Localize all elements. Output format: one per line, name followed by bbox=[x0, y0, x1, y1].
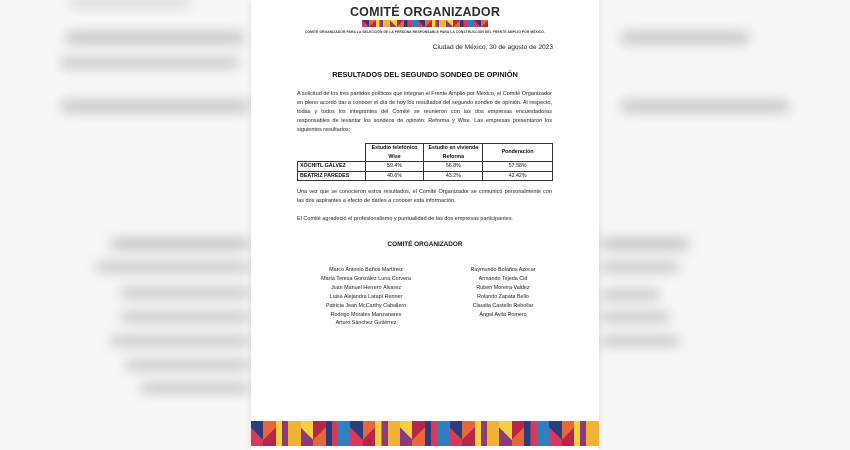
blur-line bbox=[600, 290, 660, 300]
pattern-tile bbox=[425, 421, 437, 446]
pattern-tile bbox=[397, 20, 404, 27]
pattern-tile bbox=[474, 20, 481, 27]
pattern-tile bbox=[313, 421, 325, 446]
candidate-name: XÓCHITL GÁLVEZ bbox=[298, 162, 366, 172]
pattern-tile bbox=[450, 421, 462, 446]
member-name: Luisa Alejandra Latapí Renner bbox=[329, 293, 403, 300]
pattern-tile bbox=[446, 20, 453, 27]
pattern-tile bbox=[412, 421, 424, 446]
pattern-tile bbox=[453, 20, 460, 27]
blur-line bbox=[110, 336, 250, 346]
table-header-ponderacion: Ponderación bbox=[483, 144, 553, 162]
member-name: Claudia Castello Rebollar bbox=[472, 302, 534, 309]
pattern-tile bbox=[362, 20, 369, 27]
pattern-tile bbox=[418, 20, 425, 27]
pattern-tile bbox=[487, 421, 499, 446]
pattern-tile bbox=[562, 421, 574, 446]
table-header-reforma: Estudio en vivienda Reforma bbox=[424, 144, 483, 162]
blur-line bbox=[120, 288, 250, 298]
table-header-row bbox=[298, 144, 553, 162]
blur-line bbox=[60, 58, 240, 68]
blur-line bbox=[600, 262, 680, 272]
pattern-tile bbox=[524, 421, 536, 446]
pattern-tile bbox=[404, 20, 411, 27]
header-title: COMITÉ ORGANIZADOR bbox=[349, 5, 501, 19]
pattern-tile bbox=[437, 421, 449, 446]
document-page bbox=[251, 0, 599, 450]
member-name: Marco Antonio Baños Martínez bbox=[329, 267, 403, 273]
ponderacion-value: 42.42% bbox=[483, 171, 553, 181]
member-name: Rodrigo Morales Manzanares bbox=[330, 311, 402, 318]
blur-line bbox=[70, 0, 190, 6]
pattern-tile bbox=[411, 20, 418, 27]
pattern-tile bbox=[549, 421, 561, 446]
wise-value: 59.4% bbox=[365, 162, 424, 172]
pattern-tile bbox=[512, 421, 524, 446]
table-row bbox=[298, 162, 553, 172]
pattern-tile bbox=[369, 20, 376, 27]
member-name: Patricia Jean McCarthy Caballero bbox=[325, 302, 407, 309]
reforma-value: 43.2% bbox=[424, 171, 483, 181]
blur-line bbox=[110, 238, 250, 250]
pattern-tile bbox=[376, 20, 383, 27]
pattern-tile bbox=[276, 421, 288, 446]
pattern-tile bbox=[375, 421, 387, 446]
blur-line bbox=[120, 312, 250, 322]
pattern-tile bbox=[388, 421, 400, 446]
member-name: Rolando Zapata Bello bbox=[477, 293, 529, 300]
member-name: Raymundo Bolaños Azocar bbox=[470, 267, 536, 273]
pattern-tile bbox=[338, 421, 350, 446]
pattern-tile bbox=[499, 421, 511, 446]
pattern-tile bbox=[432, 20, 439, 27]
followup-paragraph: Una vez que se conocieron estos resultados, el Comité Organizador se comunicó personalmente con las dos aspirantes a efecto de darles a conocer esta información. bbox=[297, 189, 552, 204]
blur-line bbox=[65, 32, 245, 44]
pattern-tile bbox=[363, 421, 375, 446]
table-header-wise: Estudio telefónico Wise bbox=[365, 144, 424, 162]
blur-line bbox=[125, 360, 250, 370]
intro-paragraph: A solicitud de los tres partidos políticos que integran el Frente Amplio por México, el Comité Organizador en pleno acordó dar a conocer el día de hoy los resultados del segundo sondeo de opinión. Al respecto, todas y todos los integrantes del Comité se reunieron con las dos empresas encuestadoras responsables de levantar los sondeos de opinión: Reforma y Wise. Las empresas presentaron los siguientes resultados: bbox=[297, 91, 552, 133]
pattern-tile bbox=[301, 421, 313, 446]
pattern-tile bbox=[390, 20, 397, 27]
header-color-strip bbox=[362, 20, 488, 27]
member-name: Arturo Sánchez Gutiérrez bbox=[335, 320, 397, 327]
pattern-tile bbox=[350, 421, 362, 446]
pattern-tile bbox=[288, 421, 300, 446]
member-name: Armando Tejeda Cid bbox=[478, 275, 528, 282]
pattern-tile bbox=[263, 421, 275, 446]
thanks-paragraph: El Comité agradeció el profesionalismo y puntualidad de las dos empresas participantes. bbox=[297, 216, 514, 222]
footer-color-strip bbox=[251, 421, 599, 446]
header-subtitle: COMITÉ ORGANIZADOR PARA LA SELECCIÓN DE LA PERSONA RESPONSABLE PARA LA CONSTRUCCIÓN DEL FRENTE AMPLIO POR MÉXICO. bbox=[305, 30, 545, 34]
pattern-tile bbox=[537, 421, 549, 446]
pattern-tile bbox=[475, 421, 487, 446]
pattern-tile bbox=[467, 20, 474, 27]
wise-value: 40.6% bbox=[365, 171, 424, 181]
pattern-tile bbox=[574, 421, 586, 446]
blur-line bbox=[620, 100, 790, 112]
table-row bbox=[298, 171, 553, 181]
member-name: Ángel Avila Romero bbox=[479, 311, 527, 318]
members-right-list bbox=[448, 266, 558, 319]
reforma-value: 56.8% bbox=[424, 162, 483, 172]
member-name: Rubén Moreira Valdez bbox=[476, 284, 530, 291]
pattern-tile bbox=[460, 20, 467, 27]
pattern-tile bbox=[481, 20, 488, 27]
pattern-tile bbox=[586, 421, 598, 446]
member-name: Juan Manuel Herrero Álvarez bbox=[330, 284, 402, 291]
document-date: Ciudad de México, 30 de agosto de 2023 bbox=[432, 44, 553, 51]
blur-line bbox=[620, 32, 750, 44]
pattern-tile bbox=[439, 20, 446, 27]
pattern-tile bbox=[383, 20, 390, 27]
pattern-tile bbox=[425, 20, 432, 27]
committee-title: COMITÉ ORGANIZADOR bbox=[387, 241, 463, 248]
pattern-tile bbox=[251, 421, 263, 446]
blur-line bbox=[140, 383, 250, 393]
blur-line bbox=[600, 312, 670, 322]
member-name: María Teresa González Luna Corvera bbox=[321, 275, 411, 282]
results-table bbox=[297, 143, 553, 181]
blur-line bbox=[600, 336, 680, 346]
ponderacion-value: 57.58% bbox=[483, 162, 553, 172]
candidate-name: BEATRIZ PAREDES bbox=[298, 171, 366, 181]
table-header-empty bbox=[298, 144, 366, 162]
blur-line bbox=[95, 262, 250, 272]
pattern-tile bbox=[400, 421, 412, 446]
document-title: RESULTADOS DEL SEGUNDO SONDEO DE OPINIÓN bbox=[332, 70, 518, 79]
blur-line bbox=[600, 238, 690, 250]
members-left-list bbox=[306, 266, 426, 328]
pattern-tile bbox=[326, 421, 338, 446]
pattern-tile bbox=[462, 421, 474, 446]
blur-line bbox=[60, 100, 250, 112]
